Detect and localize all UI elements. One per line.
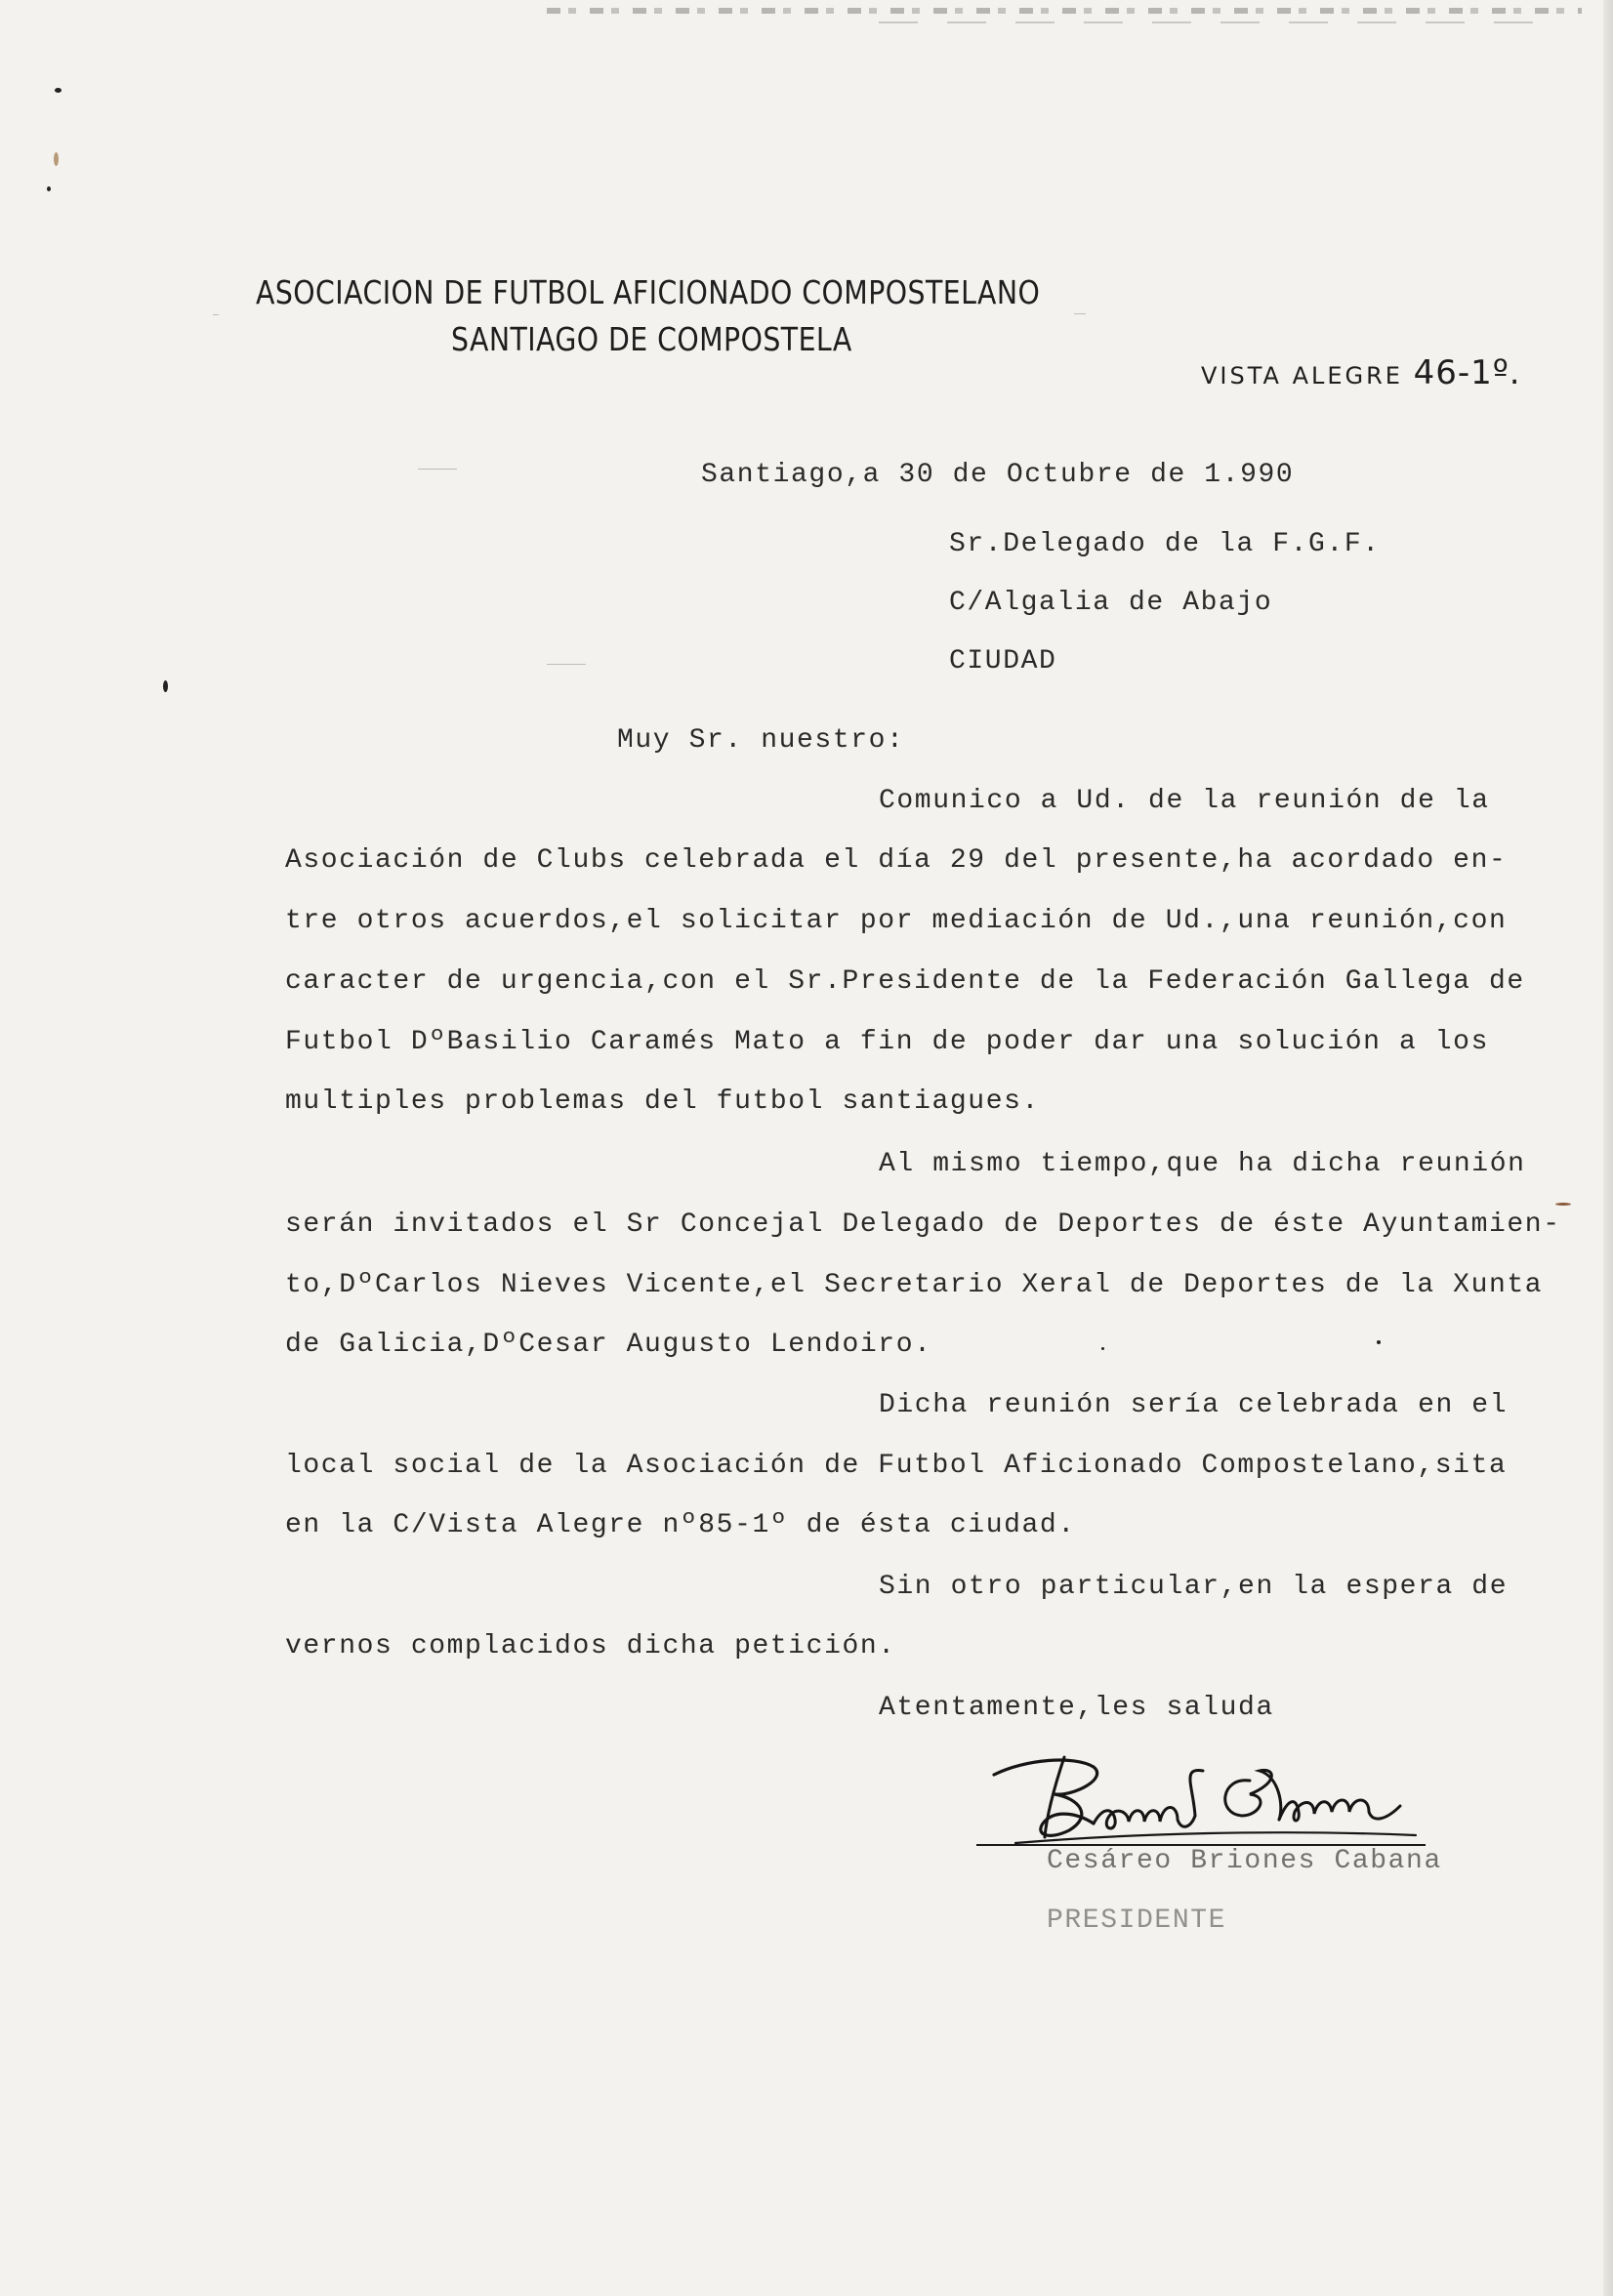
ink-speck	[55, 88, 62, 93]
scan-mark	[547, 664, 586, 665]
scan-streak	[879, 21, 1562, 23]
ink-speck	[54, 152, 59, 166]
salutation: Muy Sr. nuestro:	[617, 725, 905, 756]
page-edge-shadow	[1603, 0, 1613, 2296]
body-line: en la C/Vista Alegre nº85-1º de ésta ciudad.	[285, 1510, 1076, 1540]
body-line: Dicha reunión sería celebrada en el	[879, 1390, 1509, 1420]
ink-speck	[1377, 1340, 1381, 1344]
body-line: local social de la Asociación de Futbol Aficionado Compostelano,sita	[285, 1451, 1508, 1481]
scan-mark	[1074, 313, 1086, 314]
body-line: Futbol DºBasilio Caramés Mato a fin de poder dar una solución a los	[285, 1027, 1489, 1057]
body-line: Al mismo tiempo,que ha dicha reunión	[879, 1149, 1526, 1179]
body-line: Sin otro particular,en la espera de	[879, 1572, 1509, 1602]
signatory-title: PRESIDENTE	[1047, 1906, 1227, 1936]
ink-speck	[47, 186, 51, 191]
body-line: Comunico a Ud. de la reunión de la	[879, 786, 1490, 816]
recipient-name: Sr.Delegado de la F.G.F.	[949, 529, 1381, 559]
handwritten-signature	[986, 1738, 1426, 1855]
body-line: caracter de urgencia,con el Sr.Presidente de la Federación Gallega de	[285, 966, 1525, 997]
body-line: serán invitados el Sr Concejal Delegado de Deportes de éste Ayuntamien-	[285, 1210, 1561, 1240]
letterhead-address	[1201, 353, 1521, 392]
scan-mark	[213, 314, 219, 315]
scan-mark	[418, 469, 457, 470]
date-line: Santiago,a 30 de Octubre de 1.990	[701, 460, 1295, 490]
ink-speck	[1555, 1203, 1571, 1206]
body-line: multiples problemas del futbol santiagues.	[285, 1086, 1040, 1117]
recipient-street: C/Algalia de Abajo	[949, 588, 1273, 618]
ink-speck	[163, 680, 168, 692]
closing-line: Atentamente,les saluda	[879, 1693, 1274, 1723]
body-line: Asociación de Clubs celebrada el día 29 del presente,ha acordado en-	[285, 845, 1508, 876]
body-line: de Galicia,DºCesar Augusto Lendoiro.	[285, 1330, 932, 1360]
scan-streak	[547, 8, 1582, 14]
body-line: to,DºCarlos Nieves Vicente,el Secretario Xeral de Deportes de la Xunta	[285, 1270, 1544, 1300]
body-line: tre otros acuerdos,el solicitar por mediación de Ud.,una reunión,con	[285, 906, 1508, 936]
ink-speck	[1101, 1347, 1104, 1350]
address-number: 46-1º.	[1413, 353, 1521, 392]
letterhead-organization: ASOCIACION DE FUTBOL AFICIONADO COMPOSTELANO	[256, 273, 1041, 311]
address-street: VISTA ALEGRE	[1201, 362, 1403, 390]
signatory-name: Cesáreo Briones Cabana	[1047, 1846, 1442, 1876]
letterhead-city: SANTIAGO DE COMPOSTELA	[451, 320, 852, 358]
body-line: vernos complacidos dicha petición.	[285, 1631, 896, 1661]
recipient-city: CIUDAD	[949, 646, 1057, 676]
